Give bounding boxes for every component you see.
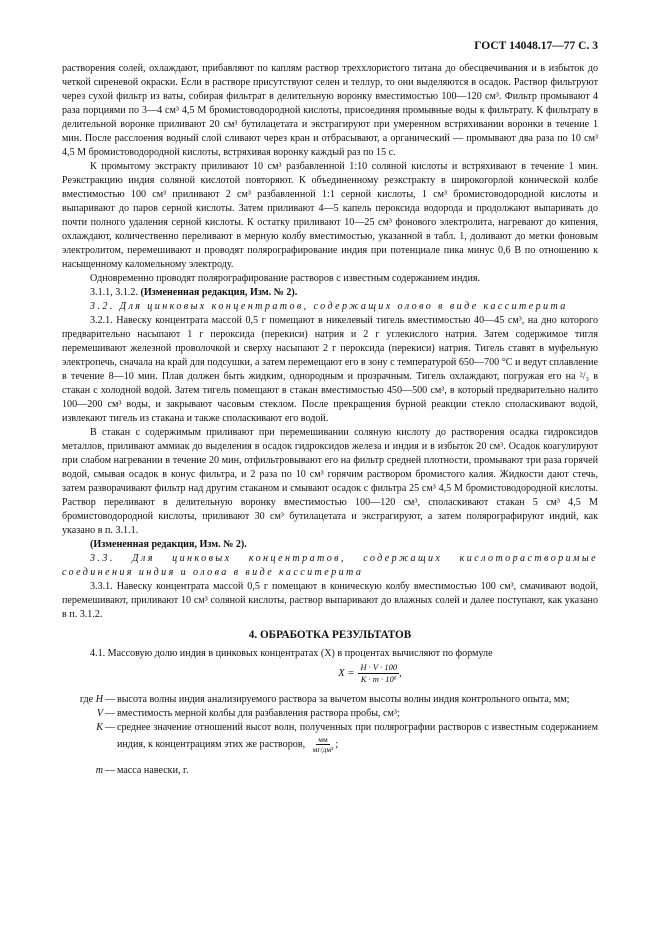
unit-fraction xyxy=(311,735,339,754)
definition-v: V — вместимость мерной колбы для разбавления раствора пробы, см³; xyxy=(62,707,598,721)
definition-symbol: H xyxy=(95,694,103,705)
section-3-3-title: 3.3. Для цинковых концентратов, содержащих кислоторастворимые соединения индия и олова в виде касситерита xyxy=(62,553,598,578)
note1-prefix: 3.1.1, 3.1.2. xyxy=(90,287,141,298)
unit-tail: ; xyxy=(335,738,339,750)
formula-denominator: K · m · 10⁶ xyxy=(360,674,397,684)
definition-m: m — масса навески, г. xyxy=(62,764,598,778)
definition-h: где H — высота волны индия анализируемого раствора за вычетом высоты волны индия контрольного опыта, мм; xyxy=(62,693,598,707)
unit-numerator: мм xyxy=(318,735,328,744)
note2-bold: (Измененная редакция, Изм. № 2). xyxy=(90,539,247,550)
formula-lhs: X = xyxy=(338,668,355,679)
section-3-2-1: 3.2.1. Навеску концентрата массой 0,5 г помещают в никелевый тигель вместимостью 40—45 см³, на дно которого предварительно насыпают 1 г пероксида (перекиси) натрия и 2 г углекислого натрия. Затем содержимое тигля перемешивают железной проволочкой и сверху насыпают 2 г пероксида (перекиси) натрия. Тигель ставят в муфельную электропечь, сначала на край для подсушки, а затем перемещают его в зону с температурой 650—700 °С и ведут сплавление в течение 8—10 мин. Плав должен быть жидким, однородным и прозрачным. Тигель охлаждают, погружая его на ²/₃ в стакан с холодной водой. Затем тигель помещают в стакан вместимостью 450—500 см³, в который предварительно налито 100—200 см³ воды, и закрывают часовым стеклом. После прекращения бурной реакции стекло споласкивают водой, извлекают тигель из стакана и также споласкивают его водой. xyxy=(62,315,598,424)
paragraph-1: растворения солей, охлаждают, прибавляют по каплям раствор треххлористого титана до обесцвечивания и в избыток до четкой сиреневой окраски. Если в растворе присутствуют селен и теллур, то они выделяются в осадок. Раствор фильтруют через сухой фильтр из ваты, собирая фильтрат в делительную воронку вместимостью 100—120 см³. Фильтр промывают 4 раза порциями по 3—4 см³ 4,5 М бромистоводородной кислоты, присоединяя промывные воды к фильтрату. К фильтрату в делительной воронке приливают 20 см³ бутилацетата и экстрагируют при умеренном встряхивании воронки в течение 1 мин. После расслоения водный слой сливают через кран и отбрасывают, а органический — промывают два раза по 10 см³ 4,5 М бромистоводородной кислоты, встряхивая воронку каждый раз по 15 с. xyxy=(62,63,598,158)
note1-bold: (Измененная редакция, Изм. № 2). xyxy=(140,287,298,298)
unit-denominator: мг/дм³ xyxy=(312,745,334,754)
formula-tail: , xyxy=(399,668,402,679)
page-header: ГОСТ 14048.17—77 С. 3 xyxy=(474,40,598,52)
document-page xyxy=(62,40,598,778)
section-3-2-1-continued: В стакан с содержимым приливают при перемешивании соляную кислоту до растворения осадка гидроксидов металлов, приливают аммиак до выделения в осадок гидроксидов железа и индия и в избыток 20 см³. Осадок коагулируют при слабом нагревании в течение 20 мин, отфильтровывают его на фильтр средней плотности, промывают три раза горячей водой, смывая осадок в конус фильтра, и 2 раза по 10 см³ горячим раствором бромистого калия. Жидкости дают стечь, затем разворачивают фильтр над другим стаканом и смывают осадок с фильтра 25 см³ 4,5 М бромистоводородной кислоты. Раствор переливают в делительную воронку вместимостью 100—120 см³, споласкивают стакан 5 см³ 4,5 М бромистоводородной кислоты, приливают 30 см³ бутилацетата и экстрагируют, а затем полярографируют индий, как указано в п. 3.1.1. xyxy=(62,427,598,536)
definition-text: вместимость мерной колбы для разбавления раствора пробы, см³; xyxy=(117,708,400,719)
definitions xyxy=(62,693,598,778)
section-4-title: 4. ОБРАБОТКА РЕЗУЛЬТАТОВ xyxy=(248,629,412,641)
definition-prefix: где xyxy=(79,694,94,705)
definition-symbol: V xyxy=(96,708,103,719)
formula-fraction xyxy=(358,662,399,685)
section-3-2-title: 3.2. Для цинковых концентратов, содержащих олово в виде касситерита xyxy=(90,301,568,312)
amendment-note-1 xyxy=(62,286,598,300)
amendment-note-2 xyxy=(62,538,598,552)
paragraph-2: К промытому экстракту приливают 10 см³ разбавленной 1:10 соляной кислоты и встряхивают в течение 1 мин. Реэкстракцию индия соляной кислотой повторяют. К объединенному реэкстракту в широкогорлой конической колбе вместимостью 100 см³ приливают 2 см³ разбавленной 1:1 серной кислоты, 1 см³ бромистоводородной кислоты и выпаривают до паров серной кислоты. Затем приливают 4—5 капель пероксида водорода и продолжают выпаривать до почти полного удаления серной кислоты. К остатку приливают 10—25 см³ фонового электролита, нагревают до кипения, охлаждают, количественно переливают в мерную колбу вместимостью, указанной в табл. 1, доливают до метки фоновым электролитом, перемешивают и проводят полярографирование индия при потенциале пика минус 0,6 В по отношению к насыщенному каломельному электроду. xyxy=(62,161,598,270)
definition-text: среднее значение отношений высот волн, полученных при полярографии растворов с известным содержанием индия, к концентрациям этих же растворов, xyxy=(117,722,598,750)
definition-text: масса навески, г. xyxy=(117,765,189,776)
definition-text: высота волны индия анализируемого раствора за вычетом высоты волны индия контрольного опыта, мм; xyxy=(117,694,570,705)
section-4-1: 4.1. Массовую долю индия в цинковых концентратах (X) в процентах вычисляют по формуле xyxy=(90,648,493,659)
section-3-3-1: 3.3.1. Навеску концентрата массой 0,5 г помещают в коническую колбу вместимостью 100 см³, смачивают водой, перемешивают, приливают 10 см³ соляной кислоты, раствор выпаривают до влажных солей и далее поступают, как указано в п. 3.1.2. xyxy=(62,581,598,620)
definition-symbol: m xyxy=(95,765,103,776)
definition-symbol: K xyxy=(96,722,103,733)
formula xyxy=(142,662,598,685)
paragraph-3: Одновременно проводят полярографирование растворов с известным содержанием индия. xyxy=(90,273,481,284)
formula-numerator: H · V · 100 xyxy=(360,662,398,672)
definition-k: K — среднее значение отношений высот волн, полученных при полярографии растворов с известным содержанием индия, к концентрациям этих же растворов, мм мг/дм³ ; xyxy=(62,721,598,754)
